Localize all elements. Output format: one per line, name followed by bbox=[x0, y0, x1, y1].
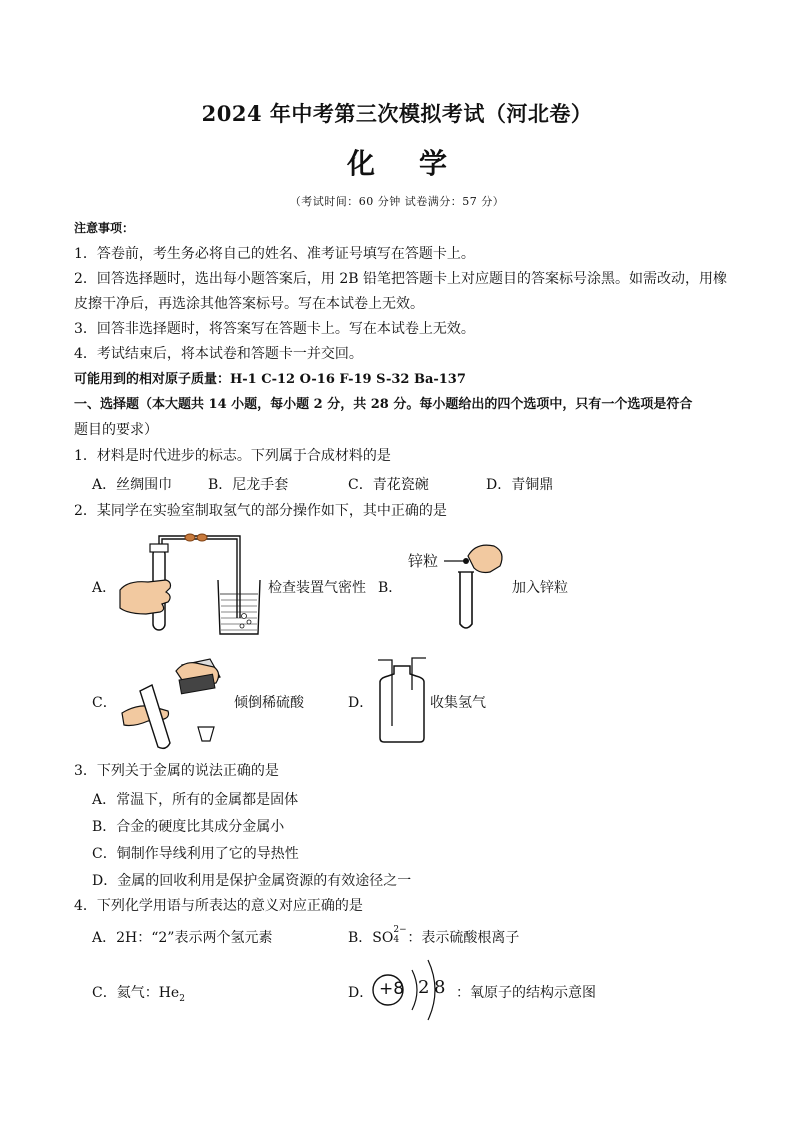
note-2-cont: 皮擦干净后，再选涂其他答案标号。写在本试卷上无效。 bbox=[74, 296, 424, 312]
section1-heading-cont: 题目的要求） bbox=[74, 422, 158, 438]
q2-option-d-text[interactable]: 收集氢气 bbox=[430, 695, 486, 711]
q1-stem: 1．材料是时代进步的标志。下列属于合成材料的是 bbox=[74, 448, 391, 464]
add-zinc-illustration bbox=[440, 538, 510, 633]
gas-collection-bottle-illustration bbox=[376, 656, 428, 746]
subject-char-2: 学 bbox=[419, 147, 448, 180]
q1-option-a[interactable]: A．丝绸围巾 bbox=[92, 477, 173, 493]
q2-option-a-letter[interactable]: A． bbox=[92, 580, 117, 596]
q2-option-b-text[interactable]: 加入锌粒 bbox=[512, 580, 568, 596]
q2-option-c-text[interactable]: 倾倒稀硫酸 bbox=[234, 695, 304, 711]
q3-stem: 3．下列关于金属的说法正确的是 bbox=[74, 763, 279, 779]
note-3: 3．回答非选择题时，将答案写在答题卡上。写在本试卷上无效。 bbox=[74, 321, 475, 337]
q1-option-b[interactable]: B．尼龙手套 bbox=[208, 477, 289, 493]
sulfate-charge: 2− bbox=[393, 925, 407, 935]
q4-b-suffix: ：表示硫酸根离子 bbox=[407, 930, 520, 946]
exam-info: （考试时间：60 分钟 试卷满分：57 分） bbox=[289, 195, 505, 208]
zinc-granule-tag: 锌粒 bbox=[408, 552, 439, 570]
section1-heading: 一、选择题（本大题共 14 小题，每小题 2 分，共 28 分。每小题给出的四个选项中，只有一个选项是符合 bbox=[74, 397, 693, 412]
q4-c-prefix: C．氦气：He bbox=[92, 985, 180, 1001]
q4-option-c[interactable] bbox=[92, 982, 185, 1004]
q3-option-c[interactable]: C．铜制作导线利用了它的导热性 bbox=[92, 846, 299, 862]
note-4: 4．考试结束后，将本试卷和答题卡一并交回。 bbox=[74, 346, 363, 362]
q2-stem: 2．某同学在实验室制取氢气的部分操作如下，其中正确的是 bbox=[74, 503, 447, 519]
q4-stem: 4．下列化学用语与所表达的意义对应正确的是 bbox=[74, 898, 363, 914]
subject-char-1: 化 bbox=[346, 147, 375, 180]
oxygen-shell-1: 2 bbox=[418, 977, 430, 998]
q2-option-b-letter[interactable]: B． bbox=[378, 580, 403, 596]
helium-subscript: 2 bbox=[179, 993, 185, 1004]
note-2: 2．回答选择题时，选出每小题答案后，用 2B 铅笔把答题卡上对应题目的答案标号涂黑。如需改动，用橡 bbox=[74, 271, 728, 287]
q3-option-d[interactable]: D．金属的回收利用是保护金属资源的有效途径之一 bbox=[92, 873, 412, 889]
sulfate-subscript: 4 bbox=[393, 935, 400, 945]
oxygen-nucleus-charge: +8 bbox=[379, 979, 405, 999]
oxygen-shell-2: 8 bbox=[434, 977, 446, 998]
airtightness-apparatus-illustration bbox=[118, 530, 268, 640]
pour-acid-illustration bbox=[118, 655, 233, 755]
q4-option-b[interactable] bbox=[348, 927, 519, 947]
q4-option-d-text[interactable]: ：氧原子的结构示意图 bbox=[456, 985, 596, 1001]
subject-title bbox=[0, 142, 794, 182]
notes-heading: 注意事项： bbox=[74, 221, 135, 235]
q2-option-c-letter[interactable]: C． bbox=[92, 695, 117, 711]
q1-option-c[interactable]: C．青花瓷碗 bbox=[348, 477, 429, 493]
q4-b-prefix: B．SO bbox=[348, 930, 394, 946]
q3-option-b[interactable]: B．合金的硬度比其成分金属小 bbox=[92, 819, 285, 835]
q2-option-d-letter[interactable]: D． bbox=[348, 695, 374, 711]
atomic-masses: 可能用到的相对原子质量：H-1 C-12 O-16 F-19 S-32 Ba-137 bbox=[74, 372, 466, 387]
q4-option-a[interactable]: A．2H：“2”表示两个氢元素 bbox=[92, 930, 273, 946]
q1-option-d[interactable]: D．青铜鼎 bbox=[486, 477, 554, 493]
q2-option-a-text[interactable]: 检查装置气密性 bbox=[268, 580, 366, 596]
sulfate-charge-stack bbox=[393, 925, 407, 945]
q3-option-a[interactable]: A．常温下，所有的金属都是固体 bbox=[92, 792, 299, 808]
page-title: 2024 年中考第三次模拟考试（河北卷） bbox=[201, 101, 593, 126]
q4-option-d-letter[interactable]: D． bbox=[348, 985, 374, 1001]
note-1: 1．答卷前，考生务必将自己的姓名、准考证号填写在答题卡上。 bbox=[74, 246, 475, 262]
